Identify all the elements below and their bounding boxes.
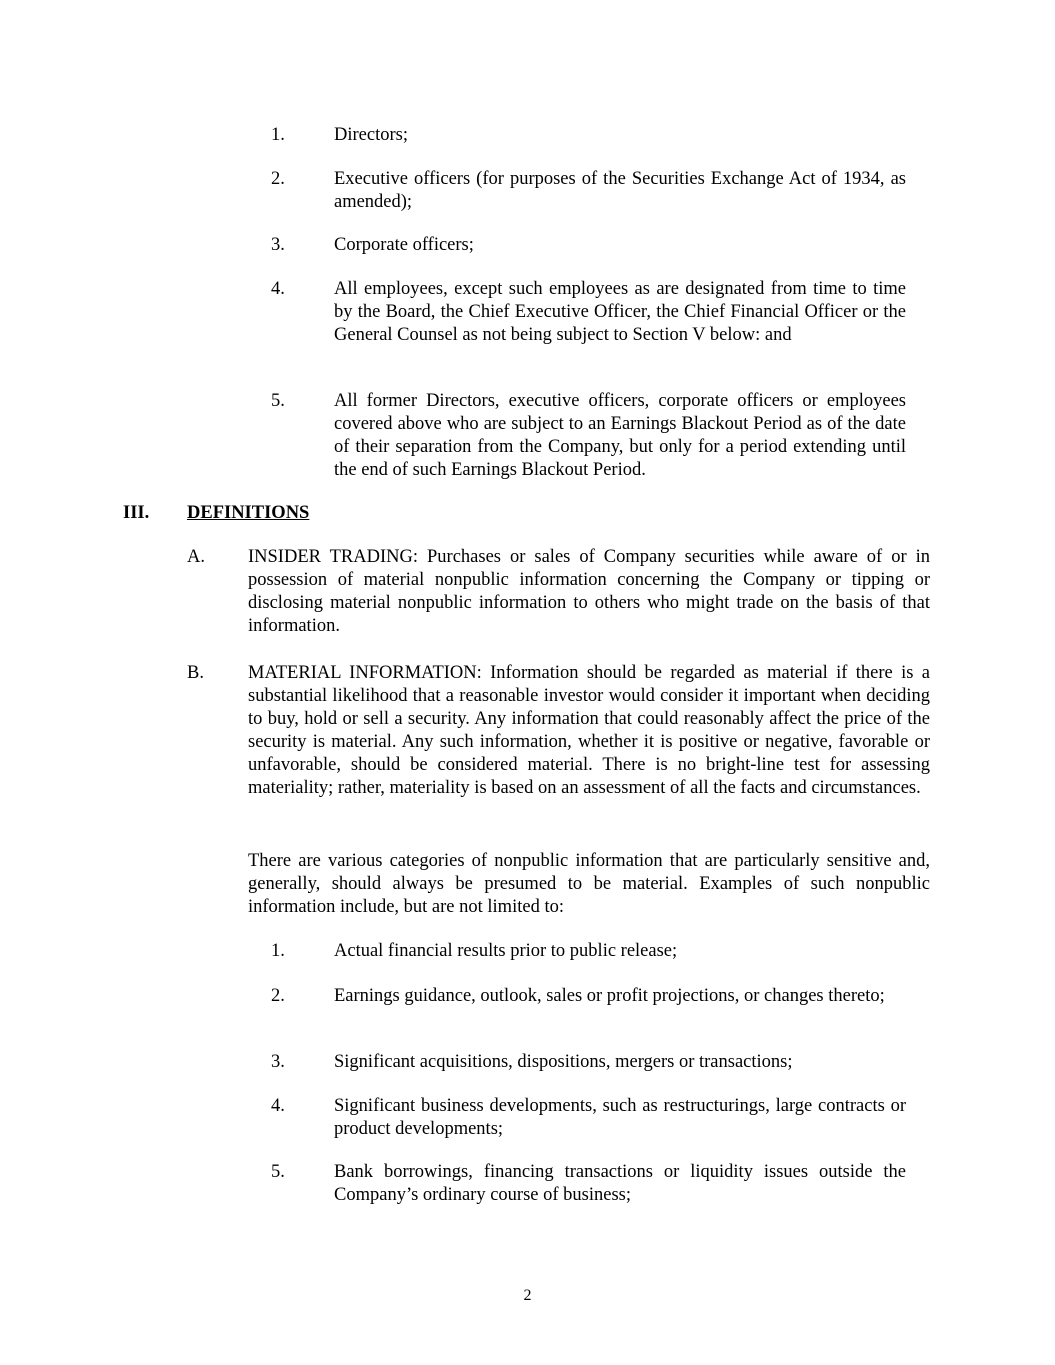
examples-intro-paragraph: There are various categories of nonpublic information that are particularly sensitive and, generally, should always be presumed to be material. Examples of such nonpublic information include, but are not limited to: [248, 851, 930, 917]
list1-item-1-number: 1. [271, 125, 285, 145]
section-title: DEFINITIONS [187, 503, 310, 523]
definition-a-letter: A. [187, 547, 205, 567]
list1-item-3-text: Corporate officers; [334, 235, 474, 255]
page-number: 2 [523, 1287, 532, 1304]
list1-item-2-number: 2. [271, 169, 285, 189]
definition-b-text: MATERIAL INFORMATION: Information should be regarded as material if there is a substantial likelihood that a reasonable investor would consider it important when deciding to buy, hold or sell a security. Any information that could reasonably affect the price of the security is material. Any such information, whether it is positive or negative, favorable or unfavorable, should be considered material. There is no bright-line test for assessing materiality; rather, materiality is based on an assessment of all the facts and circumstances. [248, 663, 930, 798]
list1-item-4-text: All employees, except such employees as are designated from time to time by the Board, the Chief Executive Officer, the Chief Financial Officer or the General Counsel as not being subject to Section V below: and [334, 279, 906, 345]
list1-item-1-text: Directors; [334, 125, 408, 145]
definition-b-letter: B. [187, 663, 204, 683]
list1-item-4-number: 4. [271, 279, 285, 299]
list1-item-2-text: Executive officers (for purposes of the Securities Exchange Act of 1934, as amended); [334, 169, 906, 212]
list2-item-2-number: 2. [271, 986, 285, 1006]
list2-item-5-text: Bank borrowings, financing transactions or liquidity issues outside the Company’s ordinary course of business; [334, 1162, 906, 1205]
list1-item-5-text: All former Directors, executive officers, corporate officers or employees covered above who are subject to an Earnings Blackout Period as of the date of their separation from the Company, but only for a period extending until the end of such Earnings Blackout Period. [334, 391, 906, 480]
definition-a-text: INSIDER TRADING: Purchases or sales of Company securities while aware of or in possession of material nonpublic information concerning the Company or tipping or disclosing material nonpublic information to others who might trade on the basis of that information. [248, 547, 930, 636]
list2-item-1-number: 1. [271, 941, 285, 961]
list2-item-3-number: 3. [271, 1052, 285, 1072]
list2-item-2-text: Earnings guidance, outlook, sales or profit projections, or changes thereto; [334, 986, 885, 1006]
list2-item-3-text: Significant acquisitions, dispositions, mergers or transactions; [334, 1052, 793, 1072]
list2-item-5-number: 5. [271, 1162, 285, 1182]
list1-item-5-number: 5. [271, 391, 285, 411]
list2-item-4-text: Significant business developments, such as restructurings, large contracts or product developments; [334, 1096, 906, 1139]
list2-item-1-text: Actual financial results prior to public release; [334, 941, 678, 961]
list2-item-4-number: 4. [271, 1096, 285, 1116]
section-number: III. [123, 503, 150, 523]
list1-item-3-number: 3. [271, 235, 285, 255]
